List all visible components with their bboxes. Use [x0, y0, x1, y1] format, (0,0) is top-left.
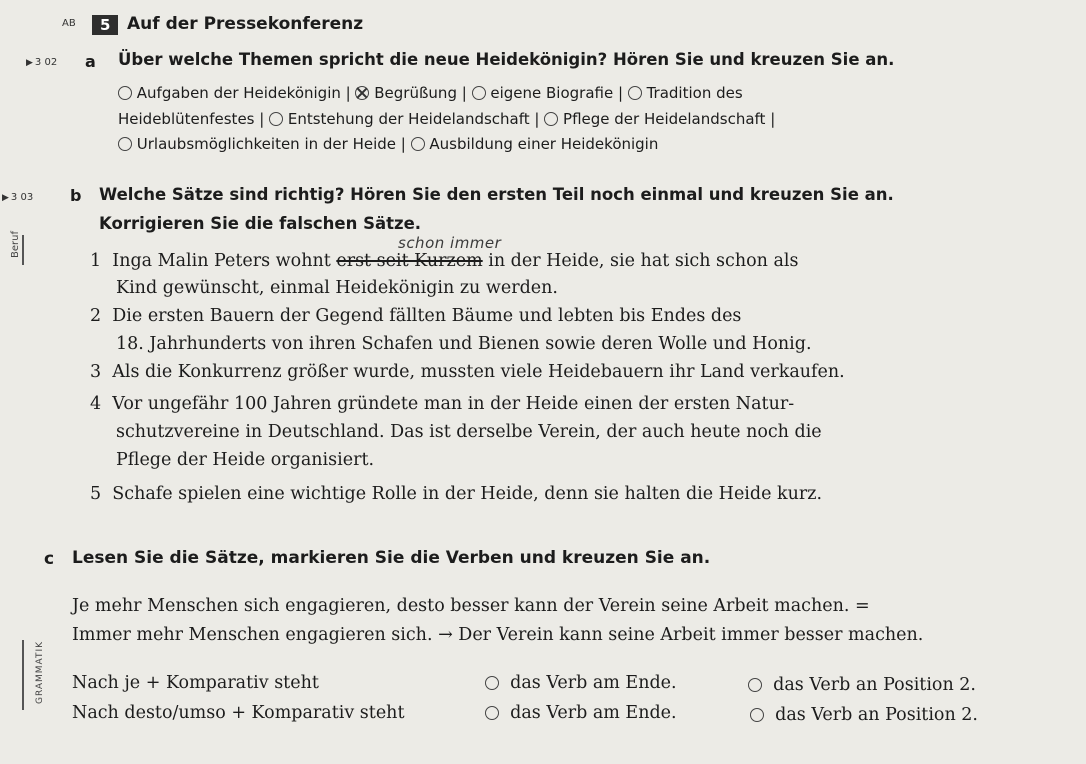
- task-b-instruction: Welche Sätze sind richtig? Hören Sie den ersten Teil noch einmal und kreuzen Sie an.: [99, 185, 894, 204]
- sentence-4-line3: Pflege der Heide organisiert.: [116, 450, 375, 470]
- task-a-options-line2: Heideblütenfestes | Entstehung der Heidelandschaft | Pflege der Heidelandschaft |: [118, 110, 776, 128]
- side-bar-grammatik: [22, 640, 24, 710]
- side-bar-beruf: [22, 235, 24, 265]
- option-checkbox[interactable]: [118, 86, 132, 100]
- rule-row-1-label: Nach je + Komparativ steht: [72, 673, 319, 693]
- option-checkbox[interactable]: [411, 137, 425, 151]
- sentence-2: 2 Die ersten Bauern der Gegend fällten Bäume und lebten bis Endes des: [90, 306, 742, 326]
- play-icon: ▶: [26, 58, 33, 68]
- audio-track-a[interactable]: ▶ 3 02: [26, 57, 58, 68]
- exercise-number: 5: [92, 15, 118, 35]
- handwritten-correction: schon immer: [398, 234, 502, 252]
- task-b-instruction-2: Korrigieren Sie die falschen Sätze.: [99, 214, 422, 233]
- sentence-3: 3 Als die Konkurrenz größer wurde, mussten viele Heidebauern ihr Land verkaufen.: [90, 362, 845, 382]
- exercise-title: Auf der Pressekonferenz: [127, 14, 364, 34]
- sentence-5: 5 Schafe spielen eine wichtige Rolle in der Heide, denn sie halten die Heide kurz.: [90, 484, 823, 504]
- option-checkbox[interactable]: [628, 86, 642, 100]
- sentence-2-line2: 18. Jahrhunderts von ihren Schafen und Bienen sowie deren Wolle und Honig.: [116, 334, 812, 354]
- option-checkbox-checked[interactable]: [355, 86, 369, 100]
- rule-row-2-label: Nach desto/umso + Komparativ steht: [72, 703, 405, 723]
- option-checkbox[interactable]: [118, 137, 132, 151]
- rule-row-2-option-1[interactable]: das Verb am Ende.: [485, 703, 677, 723]
- side-label-beruf: Beruf: [10, 231, 21, 258]
- task-a-instruction: Über welche Themen spricht die neue Heidekönigin? Hören Sie und kreuzen Sie an.: [118, 50, 895, 69]
- struck-text: erst seit Kurzem: [336, 251, 483, 271]
- side-label-grammatik: GRAMMATIK: [35, 640, 45, 704]
- audio-track-b[interactable]: ▶ 3 03: [2, 192, 34, 203]
- example-sentence-1: Je mehr Menschen sich engagieren, desto besser kann der Verein seine Arbeit machen. =: [72, 596, 870, 616]
- example-sentence-2: Immer mehr Menschen engagieren sich. → Der Verein kann seine Arbeit immer besser machen.: [72, 625, 924, 645]
- task-a-letter: a: [85, 52, 96, 71]
- task-c-instruction: Lesen Sie die Sätze, markieren Sie die Verben und kreuzen Sie an.: [72, 548, 711, 568]
- rule-row-2-option-2[interactable]: das Verb an Position 2.: [750, 705, 978, 725]
- task-a-options-line3: Urlaubsmöglichkeiten in der Heide | Ausbildung einer Heidekönigin: [118, 135, 658, 153]
- option-checkbox[interactable]: [472, 86, 486, 100]
- option-checkbox[interactable]: [269, 112, 283, 126]
- option-checkbox[interactable]: [544, 112, 558, 126]
- task-b-letter: b: [70, 186, 82, 205]
- play-icon: ▶: [2, 193, 9, 203]
- rule-row-1-option-1[interactable]: das Verb am Ende.: [485, 673, 677, 693]
- option-checkbox[interactable]: [748, 678, 762, 692]
- option-checkbox[interactable]: [750, 708, 764, 722]
- sentence-4-line2: schutzvereine in Deutschland. Das ist derselbe Verein, der auch heute noch die: [116, 422, 822, 442]
- option-checkbox[interactable]: [485, 676, 499, 690]
- sentence-1: 1 Inga Malin Peters wohnt erst seit Kurzem in der Heide, sie hat sich schon als: [90, 251, 799, 271]
- sentence-1-line2: Kind gewünscht, einmal Heidekönigin zu werden.: [116, 278, 558, 298]
- rule-row-1-option-2[interactable]: das Verb an Position 2.: [748, 675, 976, 695]
- task-c-letter: c: [44, 549, 55, 569]
- ab-label: AB: [62, 18, 76, 29]
- task-a-options-line1: Aufgaben der Heidekönigin | Begrüßung | eigene Biografie | Tradition des: [118, 84, 743, 102]
- option-checkbox[interactable]: [485, 706, 499, 720]
- sentence-4: 4 Vor ungefähr 100 Jahren gründete man in der Heide einen der ersten Natur-: [90, 394, 795, 414]
